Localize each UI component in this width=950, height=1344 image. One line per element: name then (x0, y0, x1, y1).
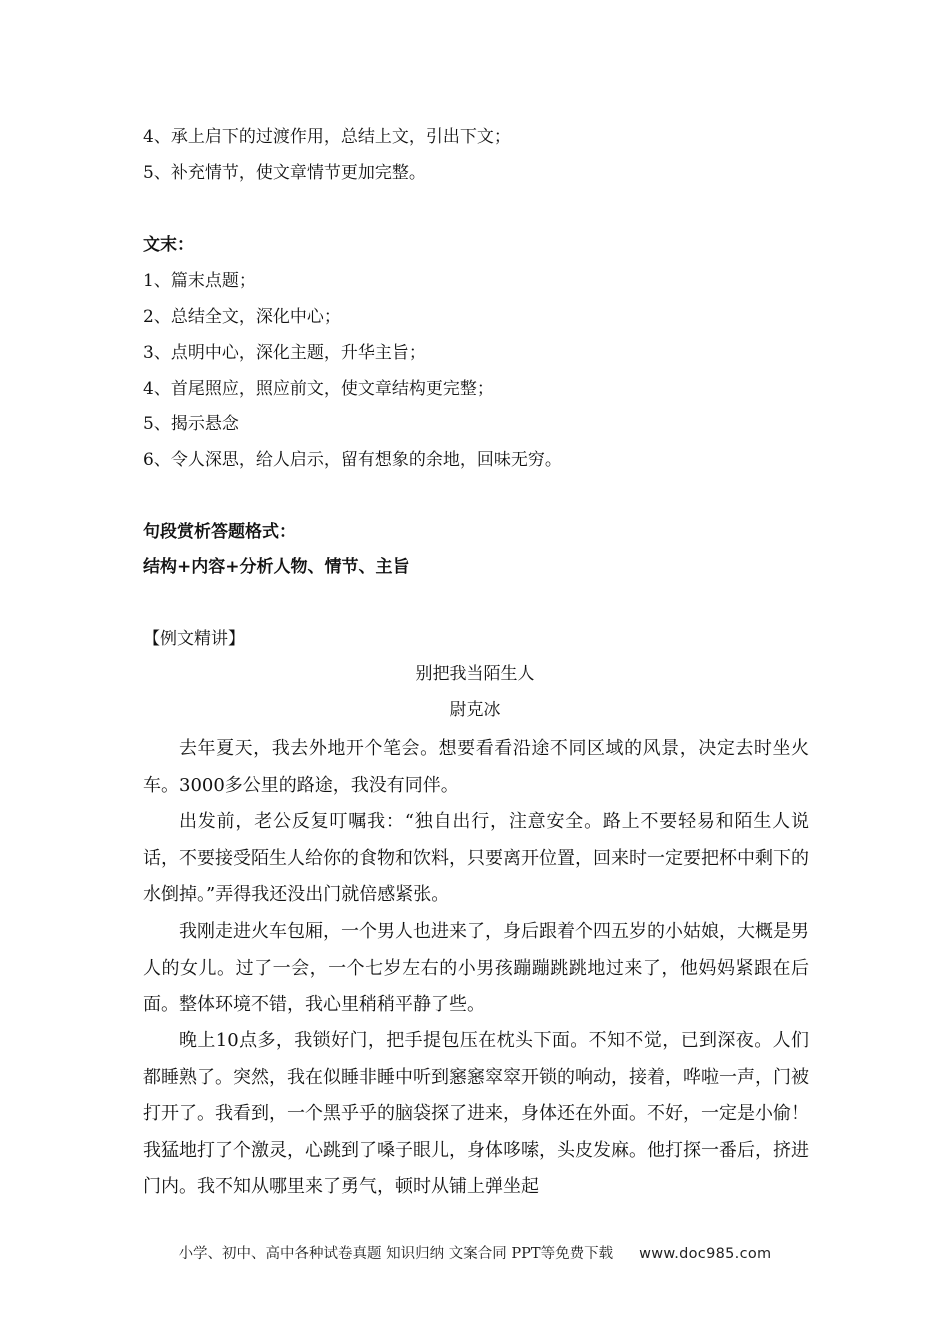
intro-item: 5、补充情节，使文章情节更加完整。 (143, 163, 426, 183)
page-footer (0, 1243, 950, 1265)
ending-item: 3、点明中心，深化主题，升华主旨； (143, 343, 426, 363)
footer-url[interactable]: www.doc985.com (639, 1246, 772, 1262)
example-label: 【例文精讲】 (143, 629, 245, 649)
article-paragraph: 我刚走进火车包厢，一个男人也进来了，身后跟着个四五岁的小姑娘，大概是男人的女儿。过了一会，一个七岁左右的小男孩蹦蹦跳跳地过来了，他妈妈紧跟在后面。整体环境不错，我心里稍稍平静了些。 (143, 921, 809, 1015)
intro-item: 4、承上启下的过渡作用，总结上文，引出下文； (143, 127, 511, 147)
article-paragraph: 出发前，老公反复叮嘱我：“独自出行，注意安全。路上不要轻易和陌生人说话，不要接受陌生人给你的食物和饮料，只要离开位置，回来时一定要把杯中剩下的水倒掉。”弄得我还没出门就倍感紧张。 (143, 811, 809, 905)
ending-item: 5、揭示悬念 (143, 414, 239, 434)
ending-heading: 文末： (143, 235, 194, 255)
article-author: 尉克冰 (449, 700, 501, 720)
article-paragraph: 去年夏天，我去外地开个笔会。想要看看沿途不同区域的风景，决定去时坐火车。3000多公里的路途，我没有同伴。 (143, 738, 809, 796)
ending-item: 4、首尾照应，照应前文，使文章结构更完整； (143, 379, 494, 399)
format-formula: 结构+内容+分析人物、情节、主旨 (143, 557, 410, 577)
article-title: 别把我当陌生人 (415, 664, 535, 684)
format-heading: 句段赏析答题格式： (143, 522, 296, 542)
ending-item: 6、令人深思，给人启示，留有想象的余地，回味无穷。 (143, 450, 562, 470)
ending-item: 2、总结全文，深化中心； (143, 307, 341, 327)
footer-text: 小学、初中、高中各种试卷真题 知识归纳 文案合同 PPT等免费下载 (178, 1246, 614, 1262)
ending-item: 1、篇末点题； (143, 271, 256, 291)
article-paragraph: 晚上10点多，我锁好门，把手提包压在枕头下面。不知不觉，已到深夜。人们都睡熟了。突然，我在似睡非睡中听到窸窸窣窣开锁的响动，接着，哗啦一声，门被打开了。我看到，一个黑乎乎的脑袋探了进来，身体还在外面。不好，一定是小偷！我猛地打了个激灵，心跳到了嗓子眼儿，身体哆嗦，头皮发麻。他打探一番后，挤进门内。我不知从哪里来了勇气，顿时从铺上弹坐起 (143, 1030, 809, 1197)
